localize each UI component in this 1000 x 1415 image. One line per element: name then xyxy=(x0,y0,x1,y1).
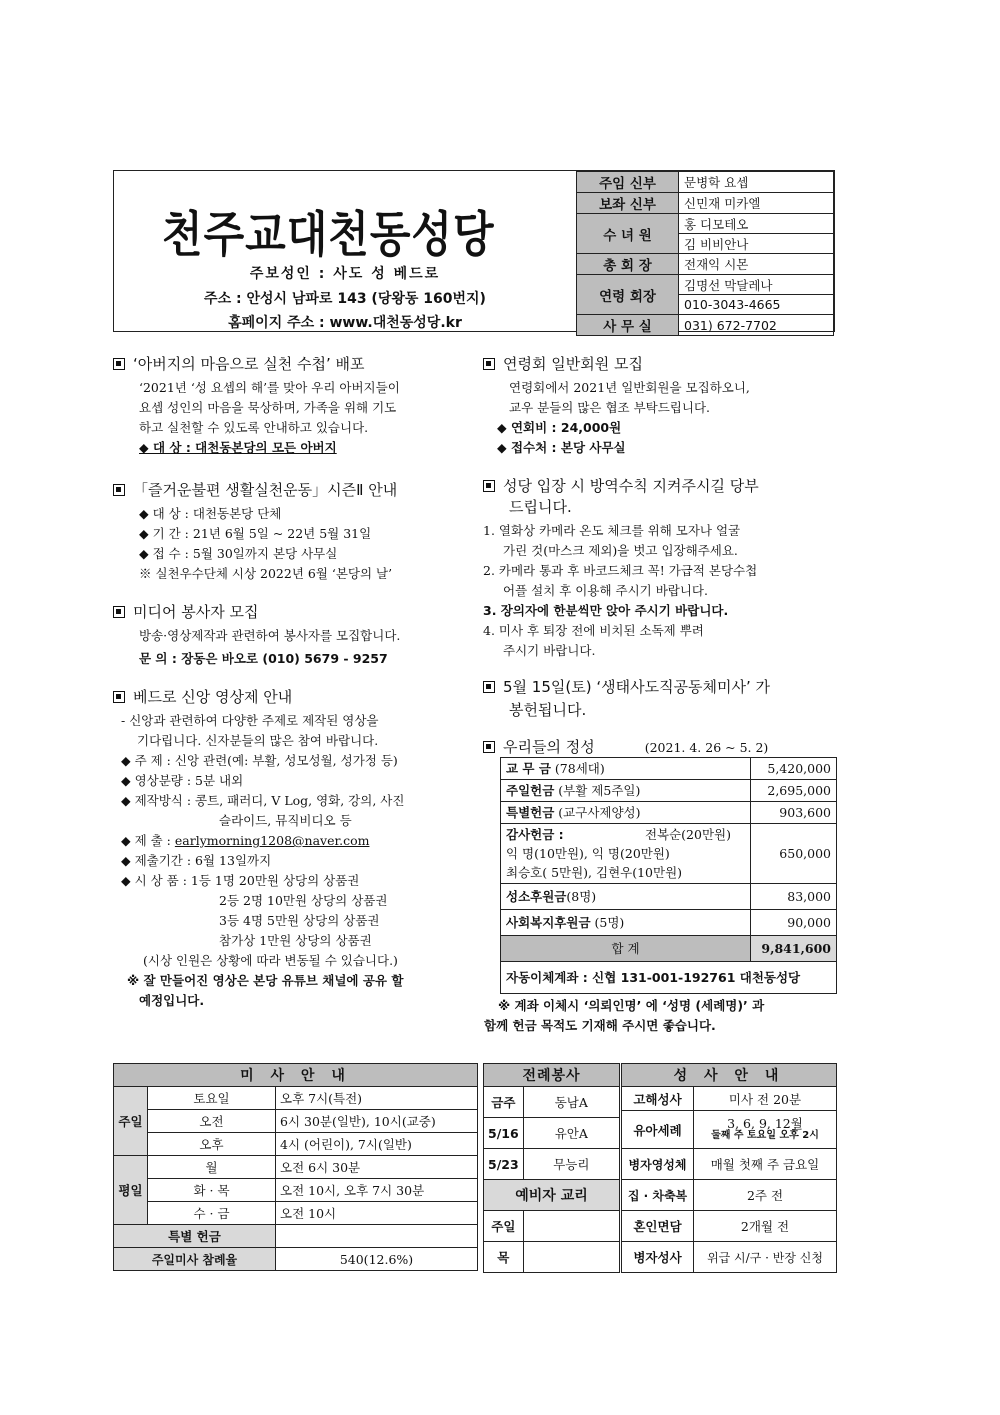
staff-name: 신민재 미카엘 xyxy=(679,193,834,214)
offering-label xyxy=(501,910,751,936)
staff-row xyxy=(577,315,834,336)
place-line: ◆ 접수처 : 본당 사무실 xyxy=(497,440,626,455)
notice-quarantine xyxy=(483,476,835,661)
note-line: ※ 실천우수단체 시상 2022년 6월 ‘본당의 날’ xyxy=(139,566,393,581)
offering-row-thanks xyxy=(501,824,837,884)
liturgy-table xyxy=(483,1063,620,1273)
staff-name: 김명선 막달레나 xyxy=(679,275,834,295)
account-row xyxy=(501,962,837,994)
bank-account: 자동이체계좌 : 신협 131-001-192761 대천동성당 xyxy=(501,962,837,994)
patron-saint: 주보성인 : 사도 성 베드로 xyxy=(249,266,441,282)
square-bullet-icon xyxy=(113,691,125,703)
notice-green-campaign xyxy=(113,480,458,584)
sacrament-name: 집 · 차축복 xyxy=(622,1180,694,1211)
staff-role: 연령 회장 xyxy=(577,275,679,315)
section-title xyxy=(113,687,458,708)
thanks-line: 전복순(20만원) xyxy=(644,827,731,842)
sacrament-name: 병자성사 xyxy=(622,1242,694,1273)
attendance-label: 주일미사 참례율 xyxy=(114,1248,276,1271)
body-line: 요셉 성인의 마음을 묵상하며, 가족을 위해 기도 xyxy=(139,400,397,415)
liturgy-date: 금주 xyxy=(484,1087,524,1118)
section-title-text: 연령회 일반회원 모집 xyxy=(503,355,643,373)
square-bullet-icon xyxy=(113,484,125,496)
notice-ecology-mass xyxy=(483,677,835,721)
notice-funeral-society xyxy=(483,354,835,458)
item-line: ◆ 대 상 : 대천동본당 단체 xyxy=(139,506,282,521)
offering-sub: (5명) xyxy=(594,915,625,930)
sacrament-value: 2주 전 xyxy=(694,1180,837,1211)
staff-name: 김 비비안나 xyxy=(679,234,834,254)
mass-day: 화 · 목 xyxy=(148,1179,276,1202)
offering-amount: 903,600 xyxy=(751,802,837,824)
item-line: ◆ 기 간 : 21년 6월 5일 ~ 22년 5월 31일 xyxy=(139,526,372,541)
thanks-label: 감사헌금 : xyxy=(506,827,564,842)
weekday-label: 평일 xyxy=(114,1156,148,1225)
section-title xyxy=(113,602,458,623)
sacrament-name: 혼인면담 xyxy=(622,1211,694,1242)
method-line: 슬라이드, 뮤직비디오 등 xyxy=(219,813,352,828)
share-line: ※ 잘 만들어진 영상은 본당 유튜브 채널에 공유 할 xyxy=(127,973,404,988)
bulletin-header xyxy=(113,170,835,335)
body-line: 방송·영상제작과 관련하여 봉사자를 모집합니다. xyxy=(139,628,401,643)
parish-address: 주소 : 안성시 남파로 143 (당왕동 160번지) xyxy=(204,291,486,307)
section-title-cont: 봉헌됩니다. xyxy=(509,701,587,719)
offering-amount: 83,000 xyxy=(751,884,837,910)
staff-name: 전재익 시몬 xyxy=(679,254,834,275)
offering-label-text: 사회복지후원금 xyxy=(506,915,591,930)
section-title xyxy=(483,677,835,698)
submit-label: ◆ 제 출 : xyxy=(121,833,175,848)
notice-media-volunteer xyxy=(113,602,458,669)
staff-role: 수 녀 원 xyxy=(577,214,679,254)
catechism-value xyxy=(523,1211,619,1242)
offering-period: (2021. 4. 26 ~ 5. 2) xyxy=(644,740,769,755)
section-title xyxy=(113,480,458,501)
rule-line: 2. 카메라 통과 후 바코드체크 꼭! 가급적 본당수첩 xyxy=(483,563,758,578)
sacrament-value: 매월 첫째 주 금요일 xyxy=(694,1149,837,1180)
offering-label-text: 성소후원금 xyxy=(506,889,567,904)
prize-note: (시상 인원은 상황에 따라 변동될 수 있습니다.) xyxy=(143,953,398,968)
square-bullet-icon xyxy=(113,358,125,370)
body-line: 연령회에서 2021년 일반회원을 모집하오니, xyxy=(509,380,750,395)
intro-line: 기다립니다. 신자분들의 많은 참여 바랍니다. xyxy=(137,733,379,748)
intro-line: - 신앙과 관련하여 다양한 주제로 제작된 영상을 xyxy=(121,713,379,728)
square-bullet-icon xyxy=(483,741,495,753)
mass-day: 수 · 금 xyxy=(148,1202,276,1225)
staff-row xyxy=(577,214,834,234)
notice-video-festival xyxy=(113,687,458,1011)
prize-line: 3등 4명 5만원 상당의 상품권 xyxy=(219,913,380,928)
offering-label xyxy=(501,884,751,910)
sacraments-header: 성 사 안 내 xyxy=(622,1064,837,1087)
staff-role: 사 무 실 xyxy=(577,315,679,336)
section-title-text: 「즐거운불편 생활실천운동」시즌Ⅱ 안내 xyxy=(133,481,398,499)
thanks-line: 최승호( 5만원), 김현우(10만원) xyxy=(506,865,683,880)
section-title-cont: 드립니다. xyxy=(509,498,572,516)
offering-label-text: 특별헌금 xyxy=(506,805,555,820)
mass-time: 오전 10시 xyxy=(276,1202,478,1225)
offering-amount: 2,695,000 xyxy=(751,780,837,802)
section-title-text: 미디어 봉사자 모집 xyxy=(133,603,259,621)
staff-name: 031) 672-7702 xyxy=(679,315,834,336)
catechism-header: 예비자 교리 xyxy=(484,1180,620,1211)
prize-line: 2등 2명 10만원 상당의 상품권 xyxy=(219,893,388,908)
attendance-value: 540(12.6%) xyxy=(276,1248,478,1271)
offering-sub: (부활 제5주일) xyxy=(558,783,641,798)
liturgy-group: 유안A xyxy=(523,1118,619,1149)
section-title-text: 우리들의 정성 xyxy=(503,738,595,756)
offering-amount: 90,000 xyxy=(751,910,837,936)
contact-line: 문 의 : 장동은 바오로 (010) 5679 - 9257 xyxy=(139,651,388,666)
staff-row xyxy=(577,193,834,214)
total-amount: 9,841,600 xyxy=(751,936,837,962)
prize-line: 참가상 1만원 상당의 상품권 xyxy=(219,933,372,948)
parish-title: 천주교대천동성당 xyxy=(162,206,495,263)
offering-label xyxy=(501,802,751,824)
thanks-line: 익 명(10만원), 익 명(20만원) xyxy=(506,846,670,861)
rule-line: 가린 것(마스크 제외)을 벗고 입장해주세요. xyxy=(503,543,738,558)
rule-line: 어플 설치 후 이용해 주시기 바랍니다. xyxy=(503,583,708,598)
share-line: 예정입니다. xyxy=(139,993,205,1008)
offering-row xyxy=(501,780,837,802)
staff-name: 홍 디모테오 xyxy=(679,214,834,234)
transfer-note xyxy=(484,996,838,1036)
mass-time: 오전 10시, 오후 7시 30분 xyxy=(276,1179,478,1202)
staff-name: 문병학 요셉 xyxy=(679,172,834,193)
mass-day: 오후 xyxy=(148,1133,276,1156)
mass-day: 월 xyxy=(148,1156,276,1179)
section-title xyxy=(113,354,458,375)
rule-line: 4. 미사 후 퇴장 전에 비치된 소독제 뿌려 xyxy=(483,623,704,638)
sacrament-name: 고해성사 xyxy=(622,1087,694,1111)
staff-role: 보좌 신부 xyxy=(577,193,679,214)
offering-row xyxy=(501,758,837,780)
offering-row xyxy=(501,884,837,910)
total-label: 합 계 xyxy=(501,936,751,962)
parish-brand xyxy=(114,171,576,331)
mass-time: 오전 6시 30분 xyxy=(276,1156,478,1179)
note-line: 함께 헌금 목적도 기재해 주시면 좋습니다. xyxy=(484,1018,716,1033)
mass-day: 토요일 xyxy=(148,1087,276,1110)
rule-line: 3. 장의자에 한분씩만 앉아 주시기 바랍니다. xyxy=(483,603,729,618)
liturgy-date: 5/23 xyxy=(484,1149,524,1180)
sacrament-value xyxy=(694,1111,837,1149)
staff-role: 주임 신부 xyxy=(577,172,679,193)
parish-homepage: 홈페이지 주소 : www.대천동성당.kr xyxy=(228,315,462,331)
square-bullet-icon xyxy=(483,681,495,693)
sacrament-name: 유아세례 xyxy=(622,1111,694,1149)
item-line: ◆ 접 수 : 5월 30일까지 본당 사무실 xyxy=(139,546,338,561)
staff-row xyxy=(577,254,834,275)
liturgy-date: 5/16 xyxy=(484,1118,524,1149)
square-bullet-icon xyxy=(113,606,125,618)
body-line: 하고 실천할 수 있도록 안내하고 있습니다. xyxy=(139,420,369,435)
theme-line: ◆ 주 제 : 신앙 관련(예: 부활, 성모성월, 성가정 등) xyxy=(121,753,398,768)
rule-line: 주시기 바랍니다. xyxy=(503,643,596,658)
offering-amount: 5,420,000 xyxy=(751,758,837,780)
section-title-text: ‘아버지의 마음으로 실천 수첩’ 배포 xyxy=(133,355,365,373)
rule-line: 1. 열화상 카메라 온도 체크를 위해 모자나 얼굴 xyxy=(483,523,741,538)
submit-email[interactable]: earlymorning1208@naver.com xyxy=(174,833,370,848)
offering-amount: 650,000 xyxy=(751,824,837,884)
staff-row xyxy=(577,172,834,193)
mass-header: 미 사 안 내 xyxy=(114,1064,478,1087)
sacrament-value: 미사 전 20분 xyxy=(694,1087,837,1111)
body-line: ‘2021년 ‘성 요셉의 해’를 맞아 우리 아버지들이 xyxy=(139,380,400,395)
method-line: ◆ 제작방식 : 콩트, 패러디, V Log, 영화, 강의, 사진 xyxy=(121,793,405,808)
baptism-time: 둘째 주 토요일 오후 2시 xyxy=(711,1130,819,1141)
catechism-value xyxy=(523,1242,619,1273)
sacrament-value: 2개월 전 xyxy=(694,1211,837,1242)
left-column xyxy=(113,354,458,1023)
sacrament-name: 병자영성체 xyxy=(622,1149,694,1180)
thanks-first-line xyxy=(506,825,745,844)
special-offering-label: 특별 헌금 xyxy=(114,1225,276,1248)
fee-line: ◆ 연회비 : 24,000원 xyxy=(497,420,622,435)
section-title-text: 성당 입장 시 방역수칙 지켜주시길 당부 xyxy=(503,477,759,495)
staff-phone: 010-3043-4665 xyxy=(679,295,834,315)
section-title-text: 베드로 신앙 영상제 안내 xyxy=(133,688,293,706)
catechism-day: 주일 xyxy=(484,1211,524,1242)
offering-label xyxy=(501,758,751,780)
mass-time: 6시 30분(일반), 10시(교중) xyxy=(276,1110,478,1133)
offering-total-row xyxy=(501,936,837,962)
section-title xyxy=(483,476,835,497)
staff-role: 총 회 장 xyxy=(577,254,679,275)
offering-sub: (교구사제양성) xyxy=(558,805,641,820)
offering-label-text: 교 무 금 xyxy=(506,761,551,776)
right-column xyxy=(483,354,835,770)
thanks-cell xyxy=(501,824,751,884)
sunday-label: 주일 xyxy=(114,1087,148,1156)
section-title-text: 5월 15일(토) ‘생태사도직공동체미사’ 가 xyxy=(503,678,771,696)
offering-row xyxy=(501,910,837,936)
offering-table xyxy=(500,757,837,994)
note-line: ※ 계좌 이체시 ‘의뢰인명’ 에 ‘성명 (세례명)’ 과 xyxy=(498,998,765,1013)
sacraments-table xyxy=(621,1063,837,1273)
target-line: ◆ 대 상 : 대천동본당의 모든 아버지 xyxy=(139,440,337,455)
body-line: 교우 분들의 많은 협조 부탁드립니다. xyxy=(509,400,710,415)
baptism-months: 3, 6, 9, 12월 xyxy=(727,1116,803,1131)
staff-row xyxy=(577,275,834,295)
offering-label xyxy=(501,780,751,802)
mass-time: 4시 (어린이), 7시(일반) xyxy=(276,1133,478,1156)
special-offering-value xyxy=(276,1225,478,1248)
liturgy-group: 동남A xyxy=(523,1087,619,1118)
liturgy-group: 무능리 xyxy=(523,1149,619,1180)
catechism-day: 목 xyxy=(484,1242,524,1273)
staff-table xyxy=(576,171,834,336)
liturgy-header: 전례봉사 xyxy=(484,1064,620,1087)
offering-label-text: 주일헌금 xyxy=(506,783,555,798)
deadline-line: ◆ 제출기간 : 6월 13일까지 xyxy=(121,853,272,868)
sacrament-value: 위급 시/구 · 반장 신청 xyxy=(694,1242,837,1273)
square-bullet-icon xyxy=(483,480,495,492)
length-line: ◆ 영상분량 : 5분 내외 xyxy=(121,773,244,788)
square-bullet-icon xyxy=(483,358,495,370)
prize-line: ◆ 시 상 품 : 1등 1명 20만원 상당의 상품권 xyxy=(121,873,360,888)
submit-line xyxy=(113,831,458,851)
mass-time: 오후 7시(특전) xyxy=(276,1087,478,1110)
offering-section xyxy=(483,737,835,758)
offering-row xyxy=(501,802,837,824)
notice-father-notebook xyxy=(113,354,458,458)
mass-schedule-table xyxy=(113,1063,478,1271)
mass-day: 오전 xyxy=(148,1110,276,1133)
offering-sub: (8명) xyxy=(566,889,597,904)
section-title xyxy=(483,737,835,758)
offering-sub: (78세대) xyxy=(554,761,605,776)
section-title xyxy=(483,354,835,375)
